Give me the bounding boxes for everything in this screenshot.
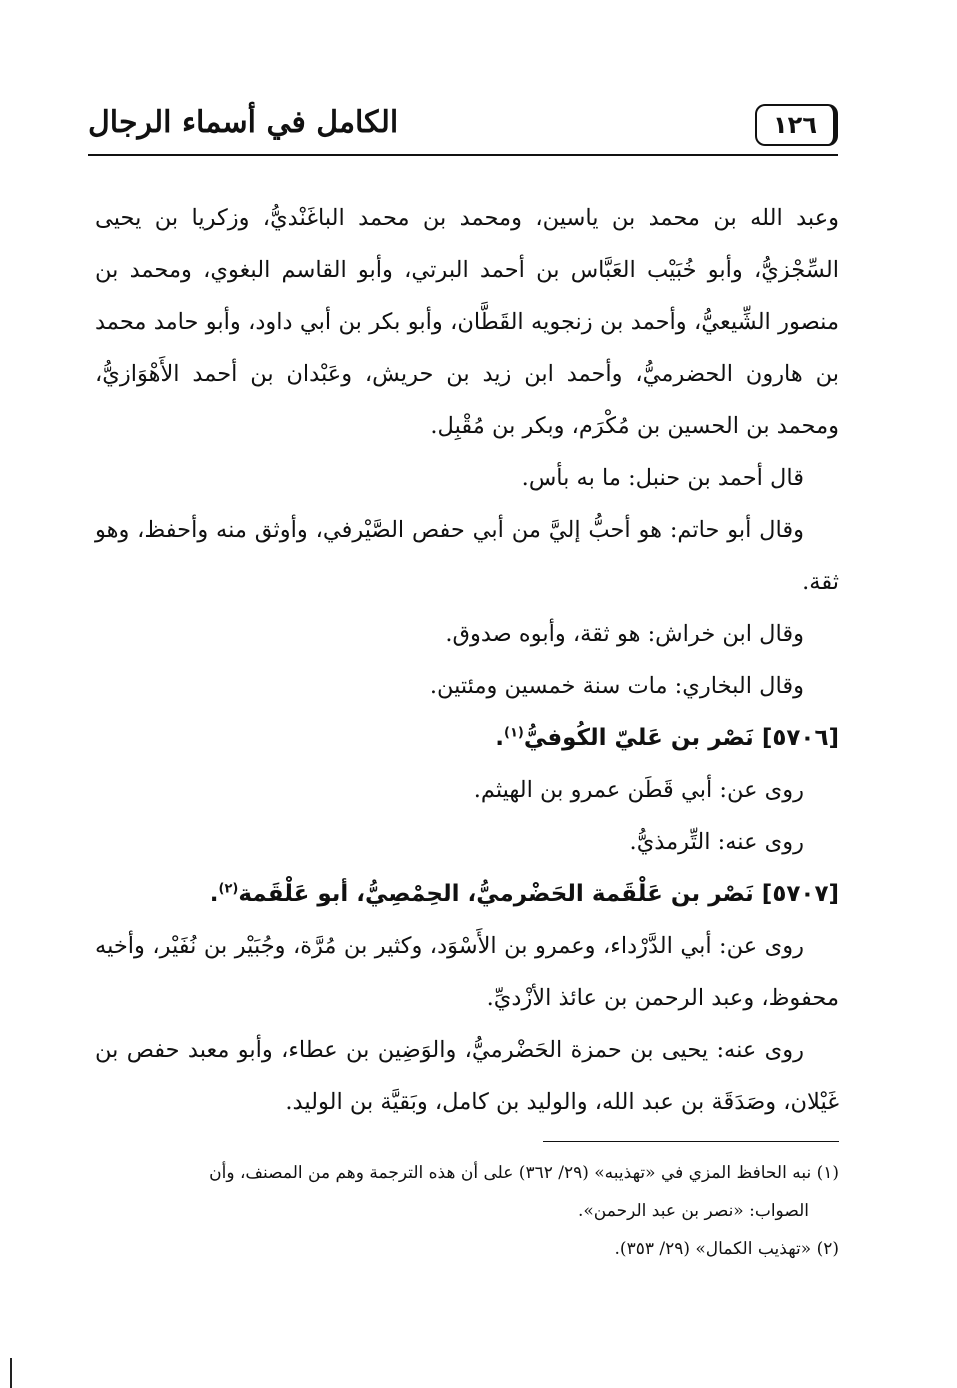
narrated-by: روى عنه: يحيى بن حمزة الحَضْرميُّ، والوَضِين بن عطاء، وأبو معبد حفص بن غَيْلان، وصَدَقَة بن عبد الله، والوليد بن كامل، وبَقيَّة بن الوليد. [95,1037,839,1115]
main-text [95,192,839,1128]
header-rule [88,154,838,156]
quote-abu-hatim: وقال أبو حاتم: هو أحبُّ إليَّ من أبي حفص الصَّيْرفي، وأوثق منه وأحفظ، وهو ثقة. [95,517,839,595]
footnote-ref: (٢) [218,881,239,897]
footnotes [95,1154,839,1268]
scan-margin-mark [10,1358,12,1388]
narrated-from: روى عن: أبي الدَّرْداء، وعمرو بن الأَسْوَد، وكثير بن مُرَّة، وجُبَيْر بن نُفَيْر، وأخيه محفوظ، وعبد الرحمن بن عائذ الأزْديِّ. [95,933,839,1011]
footnote-ref: (١) [503,725,524,741]
entry-heading-5706 [95,712,839,764]
footnote-1: (١) نبه الحافظ المزي في «تهذيبه» (٢٩/ ٣٦٢) على أن هذه الترجمة وهم من المصنف، وأن [209,1163,839,1183]
page-number-box: ١٢٦ [755,104,838,146]
footnote-1-continued: الصواب: «نصر بن عبد الرحمن». [578,1201,809,1221]
page-header [88,98,838,156]
narrated-from: روى عن: أبي قَطَن عمرو بن الهيثم. [473,777,804,803]
entry-title: [٥٧٠٦] نَصْر بن عَليّ الكُوفيُّ [523,725,839,751]
entry-heading-5707 [95,868,839,920]
narrators-paragraph: وعبد الله بن محمد بن ياسين، ومحمد بن محمد الباغَنْديُّ، وزكريا بن يحيى السِّجْزيُّ، وأبو خُبَيْب العَبَّاس بن أحمد البرتي، وأبو القاسم البغوي، ومحمد بن منصور الشِّيعيُّ، وأحمد بن زنجويه القَطَّان، وأبو بكر بن أبي داود، وأبو حامد محمد بن هارون الحضرميُّ، وأحمد ابن زيد بن حريش، وعَبْدان بن أحمد الأَهْوَازيُّ، ومحمد بن الحسين بن مُكْرَم، وبكر بن مُقْبِل. [95,205,839,439]
entry-title: [٥٧٠٧] نَصْر بن عَلْقَمة الحَضْرميُّ، الحِمْصِيُّ، أبو عَلْقَمة [238,881,839,907]
entry-end: . [209,881,219,907]
running-title: الكامل في أسماء الرجال [88,105,399,140]
footnote-2: (٢) «تهذيب الكمال» (٢٩/ ٣٥٣). [614,1239,839,1259]
quote-bukhari: وقال البخاري: مات سنة خمسين ومئتين. [429,673,804,699]
entry-end: . [495,725,504,751]
footnote-separator [543,1141,839,1142]
narrated-by: روى عنه: التِّرمذيُّ. [629,829,804,855]
quote-ibn-khirash: وقال ابن خراش: هو ثقة، وأبوه صدوق. [445,621,804,647]
quote-ahmad: قال أحمد بن حنبل: ما به بأس. [521,465,804,491]
